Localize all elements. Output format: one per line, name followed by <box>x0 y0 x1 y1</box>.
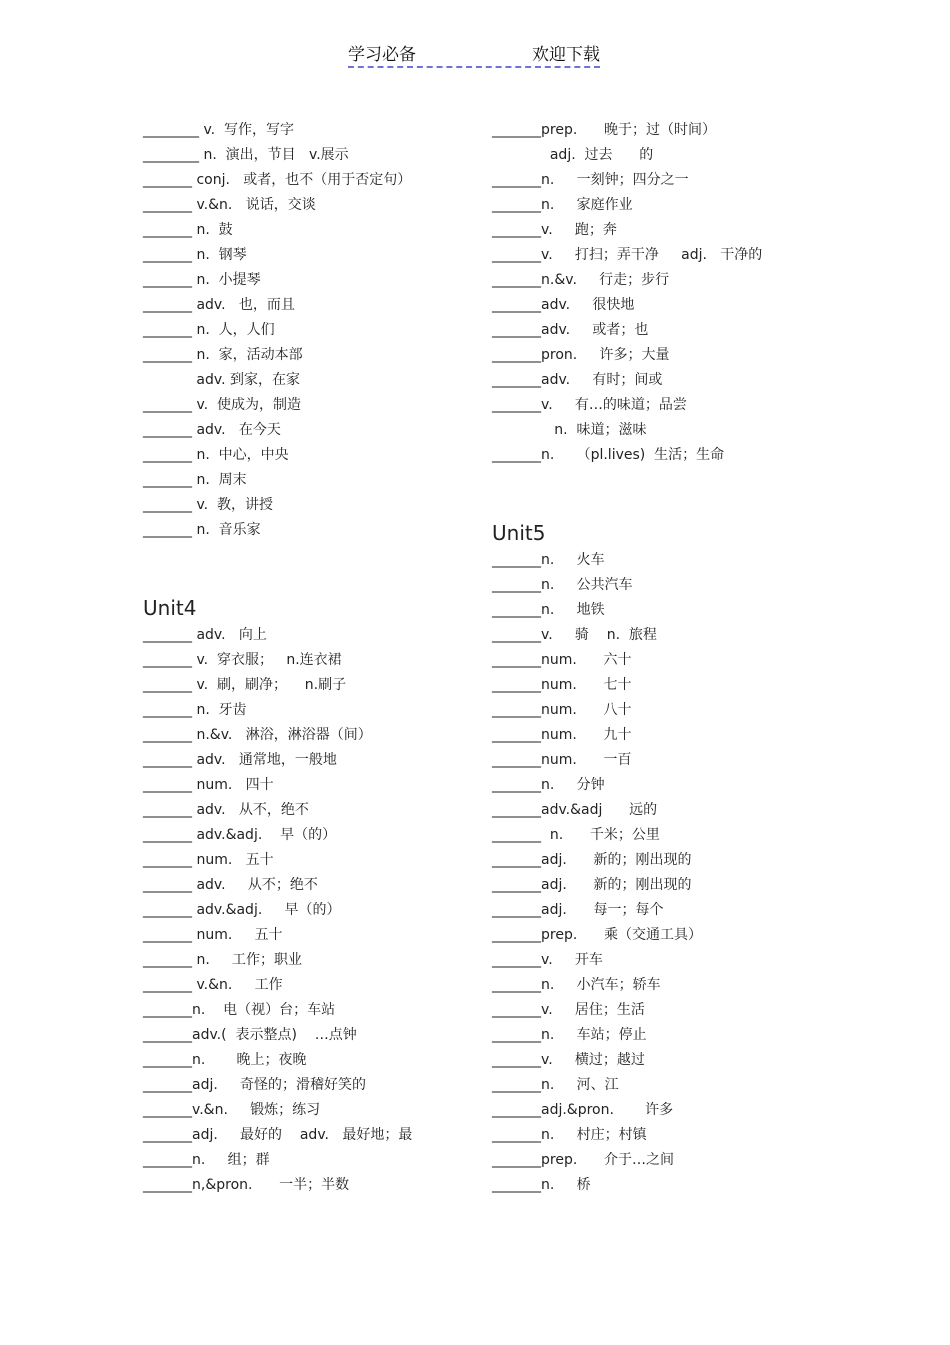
vocab-line: _______ num. 四十 <box>143 777 274 793</box>
vocab-line: _______n. 晚上；夜晚 <box>143 1052 307 1068</box>
vocab-line: _______ n. 鼓 <box>143 222 233 238</box>
vocab-line: _______v. 有…的味道；品尝 <box>492 397 687 413</box>
page-header <box>348 40 600 68</box>
vocab-line: _______n. 桥 <box>492 1177 591 1193</box>
vocab-line: _______n. 公共汽车 <box>492 577 633 593</box>
vocab-line: _______n. 分钟 <box>492 777 605 793</box>
vocab-line: _______prep. 乘（交通工具） <box>492 927 702 943</box>
vocab-line: _______ adv.&adj. 早（的） <box>143 827 337 843</box>
vocab-line: n. 味道；滋味 <box>492 422 647 438</box>
vocab-line: _______adv. 很快地 <box>492 297 635 313</box>
vocab-line: _______adj. 新的；刚出现的 <box>492 852 692 868</box>
unit-heading: Unit4 <box>143 596 197 620</box>
vocab-line: _______ n. 钢琴 <box>143 247 247 263</box>
vocab-line: adv. 到家，在家 <box>143 372 300 388</box>
unit-heading: Unit5 <box>492 521 546 545</box>
left-column <box>143 118 483 1198</box>
vocab-line: _______ n. 周末 <box>143 472 247 488</box>
vocab-line: _______v. 骑 n. 旅程 <box>492 627 657 643</box>
vocab-line: _______n. 小汽车；轿车 <box>492 977 661 993</box>
vocab-line: _______n. 地铁 <box>492 602 605 618</box>
vocab-line: _______ n. 家，活动本部 <box>143 347 303 363</box>
vocab-line: _______prep. 介于…之间 <box>492 1152 674 1168</box>
vocab-line: ________ v. 写作，写字 <box>143 122 294 138</box>
vocab-line: _______num. 六十 <box>492 652 632 668</box>
vocab-line: _______n,&pron. 一半；半数 <box>143 1177 350 1193</box>
vocab-line: _______ adv. 也，而且 <box>143 297 295 313</box>
vocab-line: _______ num. 五十 <box>143 927 283 943</box>
vocab-line: _______n. 组；群 <box>143 1152 270 1168</box>
vocab-line: _______ n. 牙齿 <box>143 702 247 718</box>
vocab-line: _______ n. 音乐家 <box>143 522 261 538</box>
vocab-line: _______ n. 千米；公里 <box>492 827 660 843</box>
vocab-line: _______n. 村庄；村镇 <box>492 1127 647 1143</box>
vocab-line: _______ n. 工作；职业 <box>143 952 303 968</box>
vocab-line: _______n. 电（视）台；车站 <box>143 1002 336 1018</box>
spacer <box>492 493 852 518</box>
vocab-line: _______ adv. 从不；绝不 <box>143 877 318 893</box>
spacer <box>492 468 852 493</box>
vocab-line: _______ v.&n. 说话，交谈 <box>143 197 316 213</box>
vocab-line: _______n.&v. 行走；步行 <box>492 272 670 288</box>
header-left-text: 学习必备 <box>348 45 416 65</box>
header-right-text: 欢迎下载 <box>532 45 600 65</box>
vocab-line: _______ n. 中心，中央 <box>143 447 289 463</box>
vocab-line: _______n. （pl.lives) 生活；生命 <box>492 447 725 463</box>
vocab-line: _______n. 车站；停止 <box>492 1027 647 1043</box>
vocab-line: _______v.&n. 锻炼；练习 <box>143 1102 321 1118</box>
vocab-line: _______n. 火车 <box>492 552 605 568</box>
vocab-line: _______ adv. 通常地，一般地 <box>143 752 337 768</box>
vocab-line: _______ num. 五十 <box>143 852 274 868</box>
vocab-line: _______ adv. 在今天 <box>143 422 281 438</box>
vocab-line: _______num. 七十 <box>492 677 632 693</box>
vocab-line: _______ v. 刷，刷净； n.刷子 <box>143 677 347 693</box>
vocab-line: _______adj. 最好的 adv. 最好地；最 <box>143 1127 413 1143</box>
vocab-line: _______adj.&pron. 许多 <box>492 1102 674 1118</box>
vocab-line: _______ adv. 从不，绝不 <box>143 802 309 818</box>
vocab-line: _______v. 打扫；弄干净 adj. 干净的 <box>492 247 763 263</box>
vocab-line: _______ v.&n. 工作 <box>143 977 283 993</box>
spacer <box>143 568 483 593</box>
vocab-line: _______ adv.&adj. 早（的） <box>143 902 341 918</box>
vocab-line: _______n. 河、江 <box>492 1077 619 1093</box>
vocab-line: _______adv. 或者；也 <box>492 322 649 338</box>
vocab-line: _______v. 跑；奔 <box>492 222 617 238</box>
vocab-line: _______adj. 新的；刚出现的 <box>492 877 692 893</box>
vocab-line: _______pron. 许多；大量 <box>492 347 670 363</box>
spacer <box>143 543 483 568</box>
vocab-line: _______ n. 人，人们 <box>143 322 275 338</box>
vocab-line: _______num. 八十 <box>492 702 632 718</box>
vocab-line: _______adv. 有时；间或 <box>492 372 663 388</box>
vocab-line: _______n. 一刻钟；四分之一 <box>492 172 689 188</box>
vocab-line: _______adj. 奇怪的；滑稽好笑的 <box>143 1077 367 1093</box>
vocab-line: _______ v. 教，讲授 <box>143 497 273 513</box>
vocab-line: ________ n. 演出，节目 v.展示 <box>143 147 349 163</box>
vocab-line: _______ n. 小提琴 <box>143 272 261 288</box>
vocab-line: _______ n.&v. 淋浴，淋浴器（间） <box>143 727 372 743</box>
vocab-line: _______v. 居住；生活 <box>492 1002 645 1018</box>
vocab-line: _______ v. 使成为，制造 <box>143 397 301 413</box>
vocab-line: _______ adv. 向上 <box>143 627 267 643</box>
vocab-line: _______prep. 晚于；过（时间） <box>492 122 716 138</box>
vocab-line: _______ v. 穿衣服； n.连衣裙 <box>143 652 342 668</box>
vocab-line: _______v. 横过；越过 <box>492 1052 645 1068</box>
vocab-line: _______v. 开车 <box>492 952 603 968</box>
vocab-line: _______num. 一百 <box>492 752 632 768</box>
vocab-line: _______num. 九十 <box>492 727 632 743</box>
vocab-line: _______adj. 每一；每个 <box>492 902 664 918</box>
vocab-line: _______adv.( 表示整点) …点钟 <box>143 1027 357 1043</box>
vocab-line: _______n. 家庭作业 <box>492 197 633 213</box>
right-column <box>492 118 852 1198</box>
vocab-line: _______adv.&adj 远的 <box>492 802 658 818</box>
vocab-line: adj. 过去 的 <box>492 147 654 163</box>
vocab-line: _______ conj. 或者，也不（用于否定句） <box>143 172 412 188</box>
